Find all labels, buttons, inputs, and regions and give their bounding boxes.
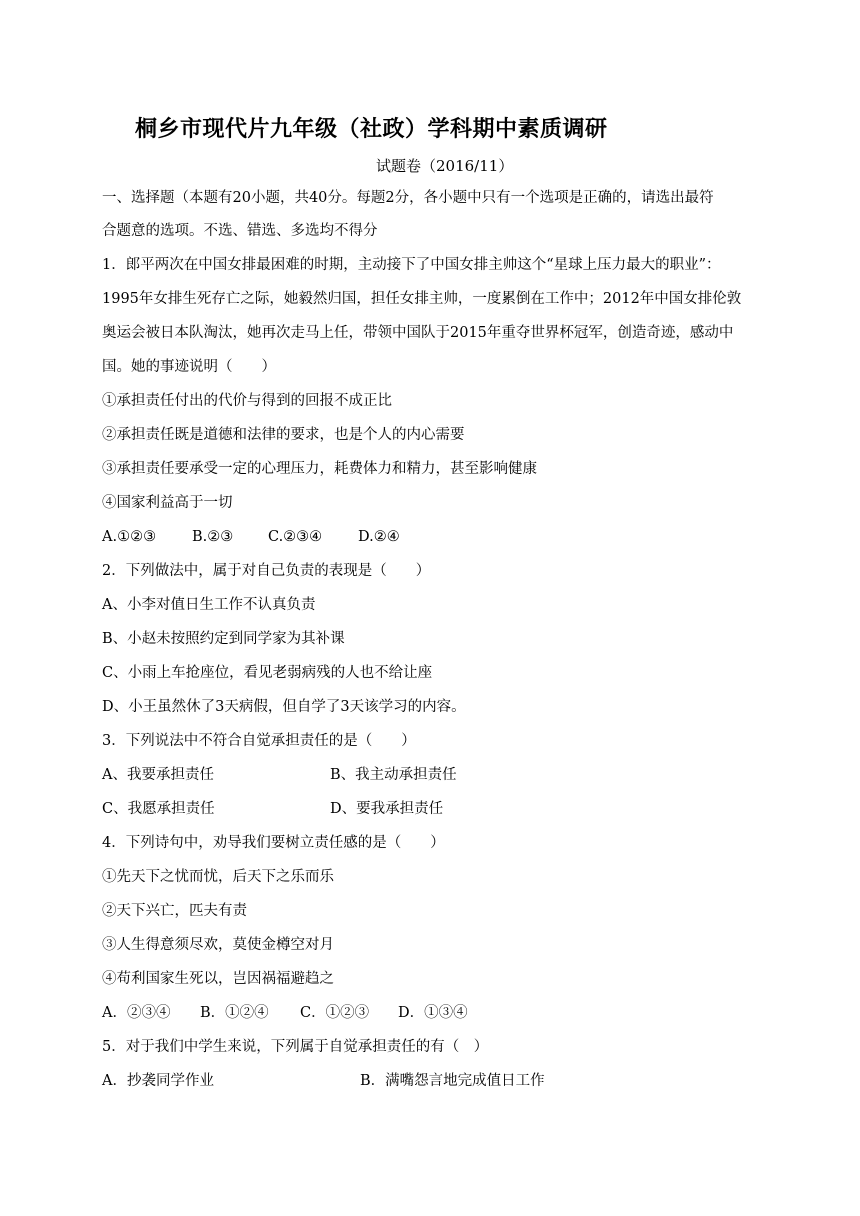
- q4-option-a: A．②③④: [102, 1005, 171, 1021]
- q1-item-4: ④国家利益高于一切: [102, 495, 233, 511]
- q1-option-b: B.②③: [192, 529, 234, 545]
- q4-option-c: C．①②③: [300, 1005, 370, 1021]
- q4-option-d: D．①③④: [398, 1005, 468, 1021]
- q1-option-a: A.①②③: [102, 529, 157, 545]
- q3-option-c: C、我愿承担责任: [102, 801, 215, 817]
- q1-option-d: D.②④: [358, 529, 400, 545]
- q4-item-3: ③人生得意须尽欢，莫使金樽空对月: [102, 937, 334, 953]
- q4-option-b: B．①②④: [200, 1005, 269, 1021]
- q5-option-b: B．满嘴怨言地完成值日工作: [360, 1073, 545, 1089]
- exam-title: 桐乡市现代片九年级（社政）学科期中素质调研: [135, 117, 608, 142]
- q1-item-3: ③承担责任要承受一定的心理压力，耗费体力和精力，甚至影响健康: [102, 461, 537, 477]
- q3-option-b: B、我主动承担责任: [330, 767, 457, 783]
- q1-stem-line-2: 1995年女排生死存亡之际，她毅然归国，担任女排主帅，一度累倒在工作中；2012年中国女排伦敦: [102, 291, 742, 307]
- q5-option-a: A．抄袭同学作业: [102, 1073, 214, 1089]
- q4-item-4: ④苟利国家生死以，岂因祸福避趋之: [102, 971, 334, 987]
- q3-option-a: A、我要承担责任: [102, 767, 214, 783]
- q1-item-1: ①承担责任付出的代价与得到的回报不成正比: [102, 393, 392, 409]
- q1-option-c: C.②③④: [268, 529, 323, 545]
- q4-item-2: ②天下兴亡，匹夫有责: [102, 903, 247, 919]
- q4-item-1: ①先天下之忧而忧，后天下之乐而乐: [102, 869, 334, 885]
- exam-subtitle: 试题卷（2016/11）: [376, 157, 514, 175]
- q3-option-d: D、要我承担责任: [330, 801, 444, 817]
- section-instructions-line-2: 合题意的选项。不选、错选、多选均不得分: [102, 223, 378, 239]
- section-instructions-line-1: 一、选择题（本题有20小题，共40分。每题2分，各小题中只有一个选项是正确的，请选出最符: [102, 190, 714, 206]
- q1-stem-line-4: 国。她的事迹说明（ ）: [102, 359, 276, 375]
- q1-stem-line-3: 奥运会被日本队淘汰，她再次走马上任，带领中国队于2015年重夺世界杯冠军，创造奇迹，感动中: [102, 325, 734, 341]
- q1-item-2: ②承担责任既是道德和法律的要求，也是个人的内心需要: [102, 427, 465, 443]
- q2-option-d: D、小王虽然休了3天病假，但自学了3天该学习的内容。: [102, 699, 466, 715]
- q1-stem-line-1: 1．郎平两次在中国女排最困难的时期，主动接下了中国女排主帅这个“星球上压力最大的职业”：: [102, 257, 721, 273]
- q4-stem: 4．下列诗句中，劝导我们要树立责任感的是（ ）: [102, 835, 445, 851]
- q2-stem: 2．下列做法中，属于对自己负责的表现是（ ）: [102, 563, 431, 579]
- q2-option-c: C、小雨上车抢座位，看见老弱病残的人也不给让座: [102, 665, 433, 681]
- q3-stem: 3．下列说法中不符合自觉承担责任的是（ ）: [102, 733, 416, 749]
- q2-option-b: B、小赵未按照约定到同学家为其补课: [102, 631, 345, 647]
- q2-option-a: A、小李对值日生工作不认真负责: [102, 597, 316, 613]
- q5-stem: 5．对于我们中学生来说，下列属于自觉承担责任的有（ ）: [102, 1039, 489, 1055]
